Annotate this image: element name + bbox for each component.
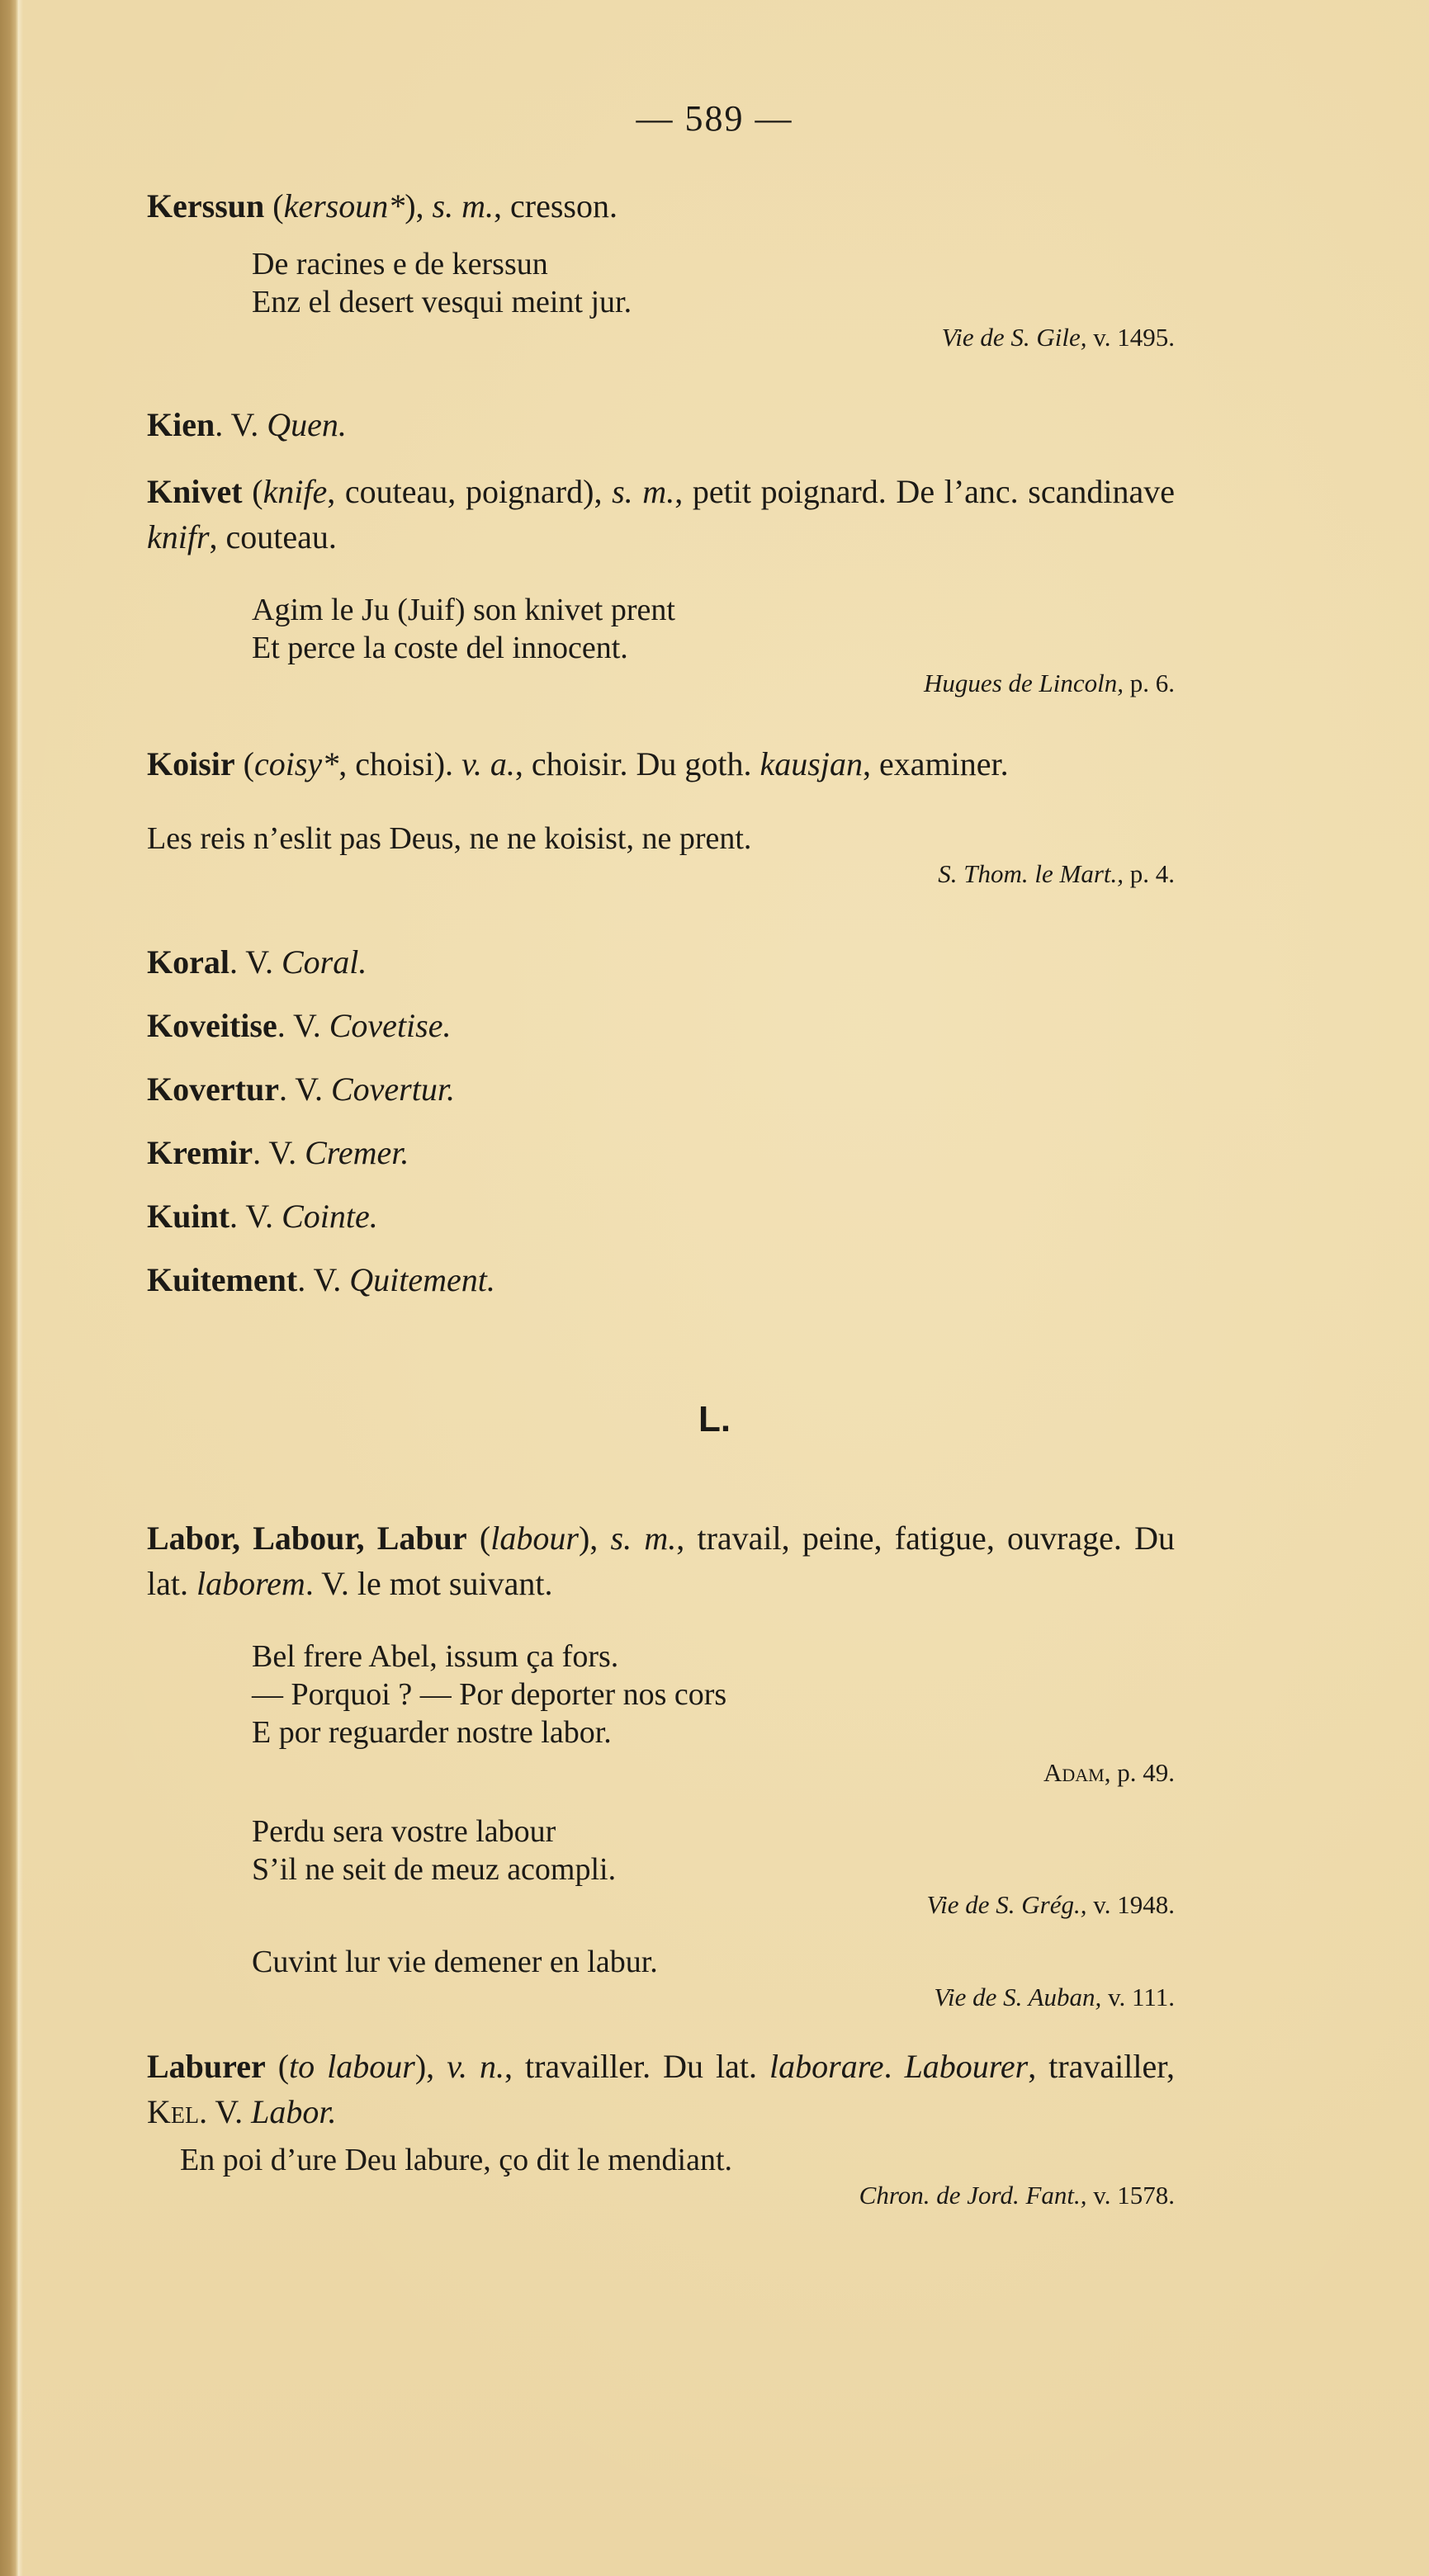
origin-word: knifr bbox=[147, 518, 210, 555]
quotation bbox=[252, 1638, 1175, 1751]
citation-author: Adam, bbox=[1043, 1758, 1111, 1787]
quotation bbox=[252, 245, 1175, 321]
entry-kerssun bbox=[147, 183, 1175, 354]
quote-line: En poi d’ure Deu labure, ço dit le mendiant. bbox=[180, 2143, 733, 2177]
variant-form: Labourer bbox=[904, 2048, 1029, 2085]
citation bbox=[147, 1888, 1175, 1921]
citation bbox=[147, 1756, 1175, 1789]
quotation bbox=[180, 2141, 1175, 2179]
quote-line: Enz el desert vesqui meint jur. bbox=[252, 285, 632, 319]
definition: , choisir. Du goth. bbox=[514, 745, 760, 782]
citation bbox=[147, 667, 1175, 700]
see-target: Labor. bbox=[251, 2093, 337, 2130]
etymology: kersoun* bbox=[283, 187, 405, 225]
definition: , travailler. Du lat. bbox=[504, 2048, 770, 2085]
definition: , petit poignard. De l’anc. scandinave bbox=[674, 473, 1176, 510]
see-marker: V. bbox=[230, 406, 259, 443]
see-marker: V. bbox=[207, 2093, 252, 2130]
entry-laburer bbox=[147, 2044, 1175, 2212]
headword: Knivet bbox=[147, 473, 243, 510]
quote-line: Les reis n’eslit pas Deus, ne ne koisist, ne prent. bbox=[147, 821, 752, 856]
see-marker: V. bbox=[293, 1007, 321, 1044]
etymology: knife bbox=[263, 473, 328, 510]
see-marker: V. bbox=[295, 1071, 323, 1108]
see-marker: V. bbox=[245, 1198, 274, 1235]
etymology-gloss: , couteau, poignard), bbox=[327, 473, 613, 510]
see-target: Coral. bbox=[282, 943, 367, 981]
quotation bbox=[252, 1943, 1175, 1981]
cross-reference: Kremir. V. Cremer. bbox=[147, 1134, 409, 1171]
citation-ref: v. 1578. bbox=[1093, 2181, 1175, 2210]
grammar: v. n. bbox=[447, 2048, 504, 2085]
see-target: Covetise. bbox=[329, 1007, 452, 1044]
grammar: s. m. bbox=[612, 473, 675, 510]
citation-title: Hugues de Lincoln, bbox=[924, 669, 1124, 697]
definition-end: , couteau. bbox=[209, 518, 337, 555]
binding-edge bbox=[0, 0, 18, 2576]
origin-word: kausjan bbox=[759, 745, 863, 782]
headword: Labor, Labour, Labur bbox=[147, 1520, 467, 1557]
grammar: s. m. bbox=[432, 187, 494, 225]
cross-reference: Kien. V. Quen. bbox=[147, 406, 347, 443]
origin-word: laborem bbox=[196, 1565, 305, 1602]
quote-line: Perdu sera vostre labour bbox=[252, 1814, 556, 1849]
cross-reference: Kuint. V. Cointe. bbox=[147, 1198, 378, 1235]
cross-reference: Kuitement. V. Quitement. bbox=[147, 1261, 495, 1298]
definition-end: , examiner. bbox=[862, 745, 1009, 782]
quotation bbox=[147, 820, 1175, 858]
citation bbox=[147, 2179, 1175, 2212]
headword: Koral bbox=[147, 943, 229, 981]
entry-text bbox=[147, 469, 1175, 560]
entry-knivet bbox=[147, 469, 1175, 700]
see-target: Quitement. bbox=[349, 1261, 495, 1298]
citation-ref: v. 1948. bbox=[1093, 1890, 1175, 1919]
see-target: Cointe. bbox=[282, 1198, 378, 1235]
authority: Kel. bbox=[147, 2093, 208, 2130]
paren: ( bbox=[252, 473, 263, 510]
see-target: Cremer. bbox=[305, 1134, 409, 1171]
definition: , cresson. bbox=[494, 187, 617, 225]
quote-line: Agim le Ju (Juif) son knivet prent bbox=[252, 593, 675, 627]
headword: Koisir bbox=[147, 745, 235, 782]
citation bbox=[147, 1981, 1175, 2014]
origin-word: laborare bbox=[769, 2048, 884, 2085]
page-number: — 589 — bbox=[636, 98, 793, 139]
headword: Kovertur bbox=[147, 1071, 279, 1108]
entry-text: Koisir (coisy*, choisi). v. a., choisir. Du goth. kausjan, examiner. bbox=[147, 745, 1009, 782]
variant-gloss: , travailler, bbox=[1028, 2048, 1175, 2085]
citation-title: Vie de S. Grég., bbox=[926, 1890, 1087, 1919]
entry-text: Laburer (to labour), v. n., travailler. Du lat. laborare. Labourer, travailler, Kel. V. Labor. bbox=[147, 2048, 1175, 2130]
definition-end: . V. le mot suivant. bbox=[305, 1565, 553, 1602]
headword: Laburer bbox=[147, 2048, 266, 2085]
citation-ref: v. 111. bbox=[1108, 1983, 1175, 2011]
citation bbox=[147, 321, 1175, 354]
citation-title: Vie de S. Gile, bbox=[941, 323, 1087, 352]
quote-line: E por reguarder nostre labor. bbox=[252, 1715, 612, 1750]
entry-text: Kerssun (kersoun*), s. m., cresson. bbox=[147, 187, 617, 225]
quote-line: — Porquoi ? — Por deporter nos cors bbox=[252, 1677, 727, 1712]
quote-line: Cuvint lur vie demener en labur. bbox=[252, 1945, 658, 1979]
entry-labor bbox=[147, 1515, 1175, 2014]
quotation bbox=[252, 1813, 1175, 1888]
grammar: s. m. bbox=[610, 1520, 677, 1557]
quote-line: Et perce la coste del innocent. bbox=[252, 631, 628, 665]
definition: , travail, peine, fatigue, ouvrage. Du lat. bbox=[147, 1520, 1176, 1602]
cross-reference: Koral. V. Coral. bbox=[147, 943, 367, 981]
headword: Koveitise bbox=[147, 1007, 277, 1044]
section-letter: L. bbox=[698, 1399, 731, 1439]
entry-koisir bbox=[147, 741, 1175, 891]
quote-line: S’il ne seit de meuz acompli. bbox=[252, 1852, 617, 1887]
page-gutter-highlight bbox=[18, 0, 23, 2576]
headword: Kuint bbox=[147, 1198, 230, 1235]
grammar: v. a. bbox=[461, 745, 515, 782]
see-marker: V. bbox=[313, 1261, 342, 1298]
entry-text: Labor, Labour, Labur (labour), s. m., travail, peine, fatigue, ouvrage. Du lat. laborem. V. le mot suivant. bbox=[147, 1520, 1176, 1602]
citation-title: Chron. de Jord. Fant., bbox=[859, 2181, 1087, 2210]
citation-title: S. Thom. le Mart., bbox=[938, 859, 1124, 888]
headword: Kuitement bbox=[147, 1261, 298, 1298]
etymology: coisy* bbox=[254, 745, 339, 782]
citation bbox=[147, 858, 1175, 891]
citation-ref: v. 1495. bbox=[1093, 323, 1175, 352]
see-target: Covertur. bbox=[330, 1071, 455, 1108]
citation-title: Vie de S. Auban, bbox=[934, 1983, 1102, 2011]
quote-line: De racines e de kerssun bbox=[252, 247, 548, 281]
etymology: labour bbox=[490, 1520, 579, 1557]
etymology: to labour bbox=[289, 2048, 415, 2085]
headword: Kerssun bbox=[147, 187, 265, 225]
headword: Kien bbox=[147, 406, 215, 443]
citation-ref: p. 6. bbox=[1129, 669, 1175, 697]
entry-kien bbox=[147, 402, 1175, 447]
quote-line: Bel frere Abel, issum ça fors. bbox=[252, 1639, 619, 1674]
cross-reference-list bbox=[147, 939, 1175, 1302]
citation-ref: p. 49. bbox=[1117, 1758, 1175, 1787]
etymology-gloss: , choisi). bbox=[338, 745, 462, 782]
citation-ref: p. 4. bbox=[1129, 859, 1175, 888]
quotation bbox=[252, 591, 1175, 667]
see-marker: V. bbox=[268, 1134, 297, 1171]
see-target: Quen. bbox=[267, 406, 347, 443]
cross-reference: Koveitise. V. Covetise. bbox=[147, 1007, 452, 1044]
cross-reference: Kovertur. V. Covertur. bbox=[147, 1071, 455, 1108]
see-marker: V. bbox=[245, 943, 273, 981]
headword: Kremir bbox=[147, 1134, 253, 1171]
